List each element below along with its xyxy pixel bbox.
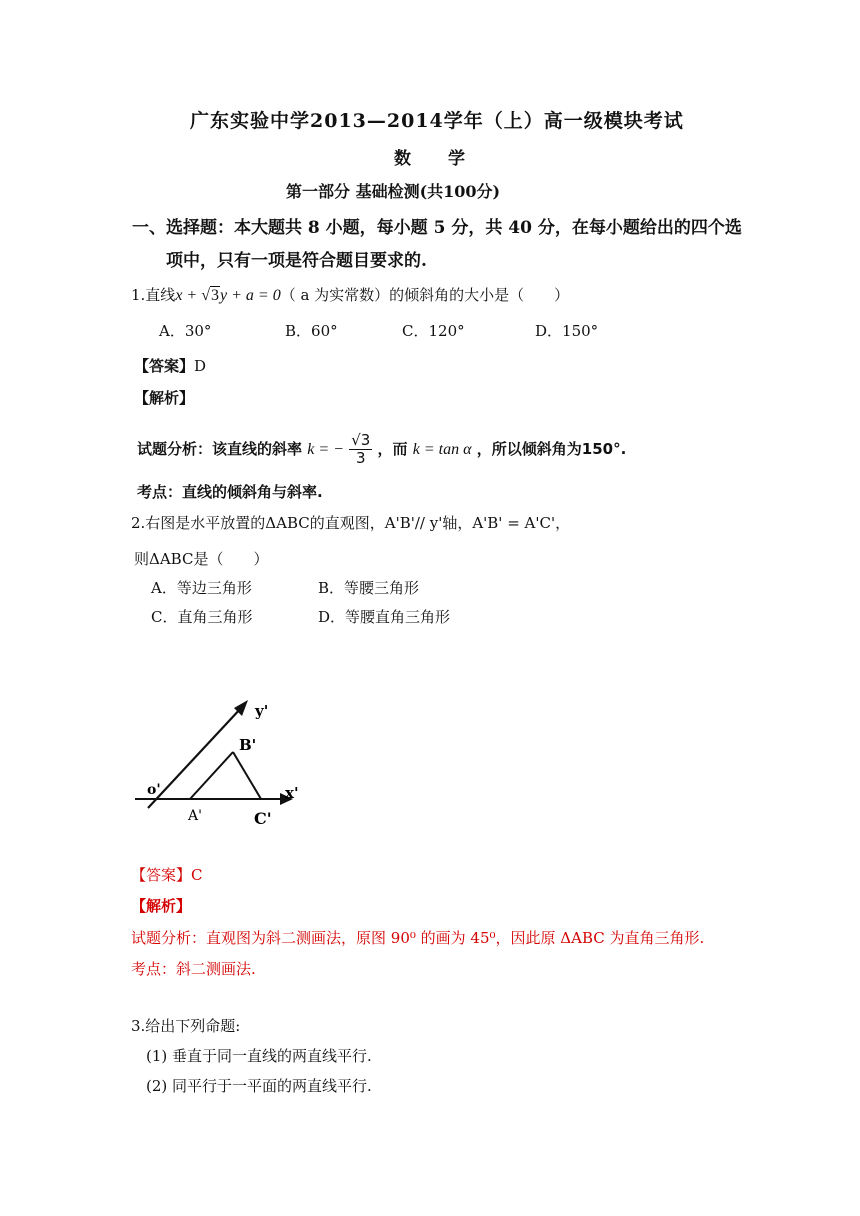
q1-formula-a: x + bbox=[175, 287, 202, 304]
section1-line1: 一、选择题：本大题共 8 小题，每小题 5 分，共 40 分，在每小题给出的四个选 bbox=[132, 218, 742, 238]
q1-analysis-tan: k = tan α bbox=[412, 441, 472, 458]
q2-point: 考点：斜二测画法. bbox=[131, 960, 256, 978]
segment-bc bbox=[233, 752, 261, 799]
label-c: C' bbox=[254, 809, 272, 828]
part-title: 第一部分 基础检测(共100分) bbox=[286, 182, 501, 201]
q1-slope-k: k = − bbox=[307, 441, 344, 458]
q1-option-d: D．150° bbox=[535, 322, 599, 340]
q3-line1: 3.给出下列命题: bbox=[131, 1017, 241, 1035]
q1-stem: 1.直线x + √3y + a = 0（ a 为实常数）的倾斜角的大小是（ ） bbox=[131, 286, 570, 304]
q2-analysis: 试题分析：直观图为斜二测画法，原图 90⁰ 的画为 45⁰，因此原 ΔABC 为直角三角形. bbox=[131, 929, 705, 947]
q1-suffix: （ a 为实常数）的倾斜角的大小是（ ） bbox=[280, 286, 570, 304]
label-a: A' bbox=[188, 808, 202, 824]
q1-analysis bbox=[137, 432, 626, 467]
q1-analysis-prefix: 试题分析：该直线的斜率 bbox=[137, 440, 303, 458]
q2-option-a: A．等边三角形 bbox=[151, 579, 252, 597]
segment-ab bbox=[190, 752, 233, 799]
q1-answer-value: D bbox=[194, 357, 207, 375]
q1-analysis-label: 【解析】 bbox=[134, 389, 195, 407]
q2-answer bbox=[131, 864, 203, 885]
q2-answer-label: 【答案】 bbox=[131, 866, 192, 884]
q1-analysis-suffix: ，所以倾斜角为150°. bbox=[476, 440, 627, 458]
q2-analysis-label: 【解析】 bbox=[131, 897, 192, 915]
q2-option-c: C．直角三角形 bbox=[151, 608, 253, 626]
q1-answer bbox=[134, 355, 206, 376]
subject-title: 数 学 bbox=[394, 149, 466, 169]
exam-title: 广东实验中学2013—2014学年（上）高一级模块考试 bbox=[190, 110, 684, 132]
label-b: B' bbox=[239, 736, 257, 754]
q1-prefix: 1.直线 bbox=[131, 286, 176, 304]
q1-formula-sqrt: 3 bbox=[211, 287, 219, 304]
q2-option-b: B．等腰三角形 bbox=[318, 579, 420, 597]
q2-line1: 2.右图是水平放置的ΔABC的直观图，A'B'// y'轴，A'B' = A'C'， bbox=[131, 514, 571, 532]
q1-option-b: B．60° bbox=[285, 322, 338, 340]
q3-item-1: (1) 垂直于同一直线的两直线平行. bbox=[146, 1047, 372, 1065]
label-y: y' bbox=[255, 702, 269, 720]
q1-point: 考点：直线的倾斜角与斜率. bbox=[137, 483, 323, 501]
section1-line2: 项中，只有一项是符合题目要求的. bbox=[166, 251, 427, 271]
q3-item-2: (2) 同平行于一平面的两直线平行. bbox=[146, 1077, 372, 1095]
q1-answer-label: 【答案】 bbox=[134, 357, 195, 375]
q1-option-c: C．120° bbox=[402, 322, 465, 340]
q2-oblique-figure bbox=[130, 690, 310, 830]
q2-option-d: D．等腰直角三角形 bbox=[318, 608, 451, 626]
q1-slope-fraction bbox=[349, 432, 372, 467]
q1-slope-num: √3 bbox=[351, 431, 371, 449]
q1-slope-den: 3 bbox=[355, 449, 366, 467]
q2-answer-value: C bbox=[191, 866, 203, 884]
label-o: o' bbox=[147, 782, 161, 798]
q1-option-a: A．30° bbox=[159, 322, 212, 340]
q1-formula-b: y + a = 0 bbox=[220, 287, 281, 304]
q1-analysis-mid: ，而 bbox=[377, 440, 408, 458]
label-x: x' bbox=[285, 784, 299, 802]
q2-line2: 则ΔABC是（ ） bbox=[134, 550, 269, 568]
